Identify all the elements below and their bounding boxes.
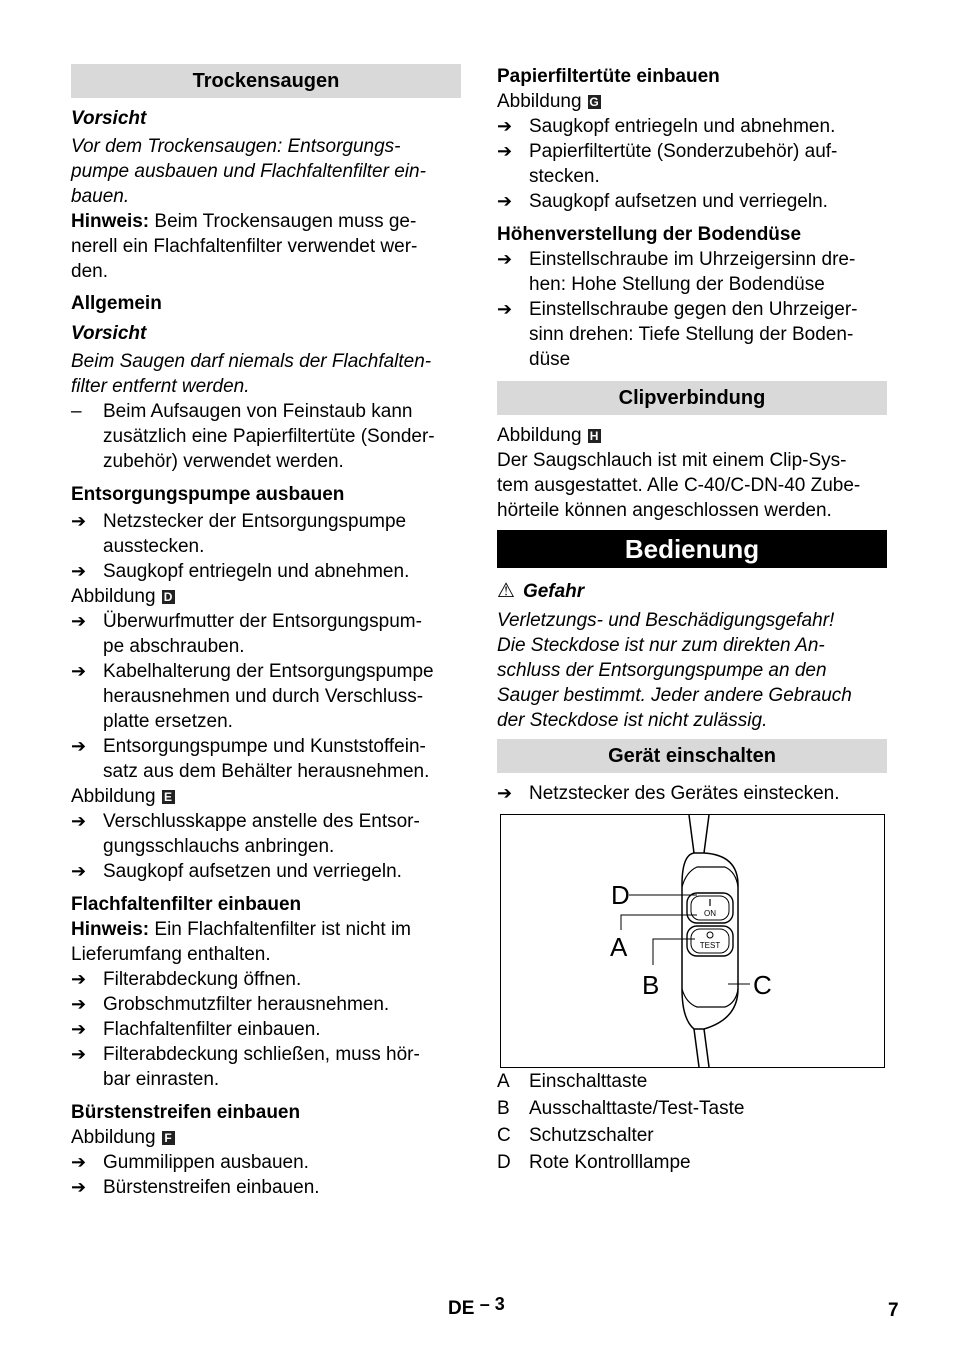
text-line: den.: [71, 261, 108, 282]
arrow-icon: ➔: [71, 1177, 87, 1197]
text-line: gungsschlauchs anbringen.: [103, 836, 335, 857]
text-line: Verschlusskappe anstelle des Entsor-: [103, 811, 420, 832]
subheading-buerstenstreifen: Bürstenstreifen einbauen: [71, 1102, 301, 1123]
list-item: [71, 967, 461, 992]
figure-badge-g: G: [589, 95, 599, 109]
legend-text: Schutzschalter: [529, 1125, 654, 1146]
note-paragraph: [71, 209, 461, 284]
step-text: [103, 734, 461, 784]
dash-marker: –: [71, 401, 82, 422]
section-heading-trockensaugen: Trockensaugen: [71, 64, 461, 98]
subheading-hoehenverstellung: Höhenverstellung der Bodendüse: [497, 224, 802, 245]
list-item: [71, 399, 461, 474]
legend-key: A: [497, 1071, 510, 1092]
step-text: [103, 992, 461, 1017]
text-line: Einstellschraube im Uhrzeigersinn dre-: [529, 249, 856, 270]
text-line: Ein Flachfaltenfilter ist nicht im: [149, 919, 411, 940]
figure-badge-h: H: [588, 429, 601, 443]
arrow-icon: ➔: [497, 141, 513, 161]
list-item: [71, 509, 461, 559]
text-line: platte ersetzen.: [103, 711, 233, 732]
text-line: Saugkopf entriegeln und abnehmen.: [529, 116, 836, 137]
text-line: Entsorgungspumpe und Kunststoffein-: [103, 736, 426, 757]
text-line: Gummilippen ausbauen.: [103, 1152, 309, 1173]
list-item: [71, 609, 461, 659]
text-line: Filterabdeckung schließen, muss hör-: [103, 1044, 420, 1065]
legend-key: B: [497, 1098, 510, 1119]
chapter-heading-bedienung: Bedienung: [497, 530, 887, 568]
right-column: [497, 64, 887, 1176]
list-item: [497, 297, 887, 372]
step-text: [103, 659, 461, 734]
text-line: ausstecken.: [103, 536, 205, 557]
list-item: [497, 114, 887, 139]
page-number: 7: [888, 1300, 899, 1321]
text-line: filter entfernt werden.: [71, 376, 250, 397]
list-item: [71, 1175, 461, 1200]
text-line: zubehör) verwendet werden.: [103, 451, 344, 472]
arrow-icon: ➔: [497, 783, 513, 803]
steps-list: [71, 809, 461, 884]
section-heading-geraet-einschalten: Gerät einschalten: [497, 739, 887, 773]
steps-list: [71, 509, 461, 584]
legend-text: Ausschalttaste/Test-Taste: [529, 1098, 745, 1119]
steps-list: [497, 114, 887, 214]
text-line: bar einrasten.: [103, 1069, 220, 1090]
subheading-allgemein: Allgemein: [71, 293, 162, 314]
body-paragraph: [497, 448, 887, 523]
arrow-icon: ➔: [497, 299, 513, 319]
figure-reference: [71, 584, 461, 609]
cable-line: [704, 815, 709, 853]
danger-label: Gefahr: [522, 581, 585, 602]
list-item: [71, 1150, 461, 1175]
step-text: [103, 509, 461, 559]
step-text: [529, 139, 887, 189]
warning-icon: ⚠: [497, 580, 515, 602]
arrow-icon: ➔: [71, 969, 87, 989]
text-line: Die Steckdose ist nur zum direkten An-: [497, 635, 825, 656]
arrow-icon: ➔: [71, 561, 87, 581]
text-line: Verletzungs- und Beschädigungsgefahr!: [497, 610, 835, 631]
figure-reference: [71, 784, 461, 809]
text-line: Überwurfmutter der Entsorgungspum-: [103, 611, 422, 632]
callout-c: C: [753, 970, 772, 1000]
step-text: [103, 559, 461, 584]
legend-text: Rote Kontrolllampe: [529, 1152, 691, 1173]
text-line: nerell ein Flachfaltenfilter verwendet wer-: [71, 236, 418, 257]
caution-label: Vorsicht: [71, 323, 147, 344]
note-paragraph: [71, 917, 461, 967]
text-line: Der Saugschlauch ist mit einem Clip-Sys-: [497, 450, 847, 471]
text-line: Saugkopf entriegeln und abnehmen.: [103, 561, 410, 582]
cable-line: [704, 1029, 709, 1067]
steps-list: [71, 967, 461, 1092]
text-line: tem ausgestattet. Alle C-40/C-DN-40 Zube-: [497, 475, 861, 496]
figure-reference-label: Abbildung: [71, 786, 156, 807]
section-heading-clipverbindung: Clipverbindung: [497, 381, 887, 415]
text-line: Saugkopf aufsetzen und verriegeln.: [529, 191, 828, 212]
step-text: [529, 189, 887, 214]
figure-reference-label: Abbildung: [497, 425, 582, 446]
list-item: [497, 781, 887, 806]
switch-figure: [500, 814, 885, 1068]
subheading-papierfiltertuete: Papierfiltertüte einbauen: [497, 66, 720, 87]
footer-section-marker: [448, 1296, 505, 1321]
text-line: Flachfaltenfilter einbauen.: [103, 1019, 321, 1040]
figure-badge-f: F: [162, 1131, 175, 1145]
step-text: Netzstecker des Gerätes einstecken.: [529, 783, 840, 804]
list-item: [71, 1017, 461, 1042]
text-line: Beim Aufsaugen von Feinstaub kann: [103, 401, 413, 422]
legend-item: [497, 1095, 887, 1122]
step-text: [103, 1175, 461, 1200]
caution-text: [71, 349, 461, 399]
figure-reference-label: Abbildung: [497, 91, 582, 112]
subheading-entsorgungspumpe: Entsorgungspumpe ausbauen: [71, 484, 345, 505]
text-line: Beim Trockensaugen muss ge-: [149, 211, 417, 232]
step-text: [103, 609, 461, 659]
footer-lang: DE: [448, 1298, 475, 1319]
text-line: Filterabdeckung öffnen.: [103, 969, 302, 990]
note-label: Hinweis:: [71, 211, 150, 232]
arrow-icon: ➔: [71, 661, 87, 681]
callout-d: D: [611, 880, 630, 910]
arrow-icon: ➔: [71, 1044, 87, 1064]
text-line: düse: [529, 349, 571, 370]
text-line: sinn drehen: Tiefe Stellung der Boden-: [529, 324, 854, 345]
steps-list: [71, 609, 461, 784]
step-text: [103, 809, 461, 859]
text-line: Vor dem Trockensaugen: Entsorgungs-: [71, 136, 401, 157]
list-item: [71, 992, 461, 1017]
arrow-icon: ➔: [71, 811, 87, 831]
legend-item: [497, 1068, 887, 1095]
text-line: Netzstecker der Entsorgungspumpe: [103, 511, 407, 532]
text-line: Einstellschraube gegen den Uhrzeiger-: [529, 299, 858, 320]
list-item: [71, 734, 461, 784]
text-line: zusätzlich eine Papierfiltertüte (Sonder-: [103, 426, 435, 447]
figure-reference: [497, 89, 887, 114]
legend-key: D: [497, 1152, 511, 1173]
arrow-icon: ➔: [71, 1152, 87, 1172]
callout-b: B: [642, 970, 660, 1000]
caution-text: [71, 134, 461, 209]
step-text: [103, 1042, 461, 1092]
text-line: Beim Saugen darf niemals der Flachfalten-: [71, 351, 432, 372]
cable-line: [694, 1029, 699, 1067]
list-item: [71, 659, 461, 734]
text-line: stecken.: [529, 166, 600, 187]
text-line: hörteile können angeschlossen werden.: [497, 500, 832, 521]
arrow-icon: ➔: [497, 116, 513, 136]
danger-text: [497, 608, 887, 733]
arrow-icon: ➔: [71, 511, 87, 531]
note-label: Hinweis:: [71, 919, 150, 940]
list-item: [497, 189, 887, 214]
list-item: [497, 139, 887, 189]
legend-item: [497, 1122, 887, 1149]
cable-line: [689, 815, 694, 853]
text-line: pumpe ausbauen und Flachfaltenfilter ein-: [71, 161, 426, 182]
text-line: Lieferumfang enthalten.: [71, 944, 271, 965]
step-text: [529, 114, 887, 139]
step-text: [529, 297, 887, 372]
arrow-icon: ➔: [71, 861, 87, 881]
arrow-icon: ➔: [71, 611, 87, 631]
step-text: [103, 859, 461, 884]
text-line: der Steckdose ist nicht zulässig.: [497, 710, 768, 731]
legend-item: [497, 1149, 887, 1176]
list-item: [71, 1042, 461, 1092]
text-line: Bürstenstreifen einbauen.: [103, 1177, 320, 1198]
text-line: satz aus dem Behälter herausnehmen.: [103, 761, 430, 782]
test-button-label: TEST: [699, 941, 721, 950]
steps-list: [497, 247, 887, 372]
text-line: Sauger bestimmt. Jeder andere Gebrauch: [497, 685, 852, 706]
step-text: [529, 247, 887, 297]
text-line: pe abschrauben.: [103, 636, 245, 657]
step-text: [103, 967, 461, 992]
text-line: herausnehmen und durch Verschluss-: [103, 686, 424, 707]
figure-badge-e: E: [162, 790, 175, 804]
text-line: schluss der Entsorgungspumpe an den: [497, 660, 827, 681]
text-line: Grobschmutzfilter herausnehmen.: [103, 994, 390, 1015]
step-text: [103, 1150, 461, 1175]
figure-reference-label: Abbildung: [71, 1127, 156, 1148]
arrow-icon: ➔: [497, 249, 513, 269]
step-text: [103, 1017, 461, 1042]
figure-reference-label: Abbildung: [71, 586, 156, 607]
list-item: [497, 247, 887, 297]
list-item: [71, 809, 461, 859]
legend-text: Einschalttaste: [529, 1071, 648, 1092]
text-line: Kabelhalterung der Entsorgungspumpe: [103, 661, 434, 682]
arrow-icon: ➔: [71, 994, 87, 1014]
left-column: [71, 64, 461, 1200]
text-line: Saugkopf aufsetzen und verriegeln.: [103, 861, 402, 882]
text-line: Papierfiltertüte (Sonderzubehör) auf-: [529, 141, 838, 162]
figure-reference: [71, 1125, 461, 1150]
figure-reference: [497, 423, 887, 448]
arrow-icon: ➔: [497, 191, 513, 211]
legend-key: C: [497, 1125, 511, 1146]
switch-illustration: [501, 815, 884, 1067]
text-line: bauen.: [71, 186, 130, 207]
arrow-icon: ➔: [71, 736, 87, 756]
steps-list: [71, 1150, 461, 1200]
danger-heading: [497, 579, 887, 604]
footer-page-sub: – 3: [479, 1294, 505, 1314]
on-button-label: ON: [704, 909, 716, 918]
arrow-icon: ➔: [71, 1019, 87, 1039]
text-line: hen: Hohe Stellung der Bodendüse: [529, 274, 825, 295]
subheading-flachfaltenfilter: Flachfaltenfilter einbauen: [71, 894, 302, 915]
caution-label: Vorsicht: [71, 108, 147, 129]
figure-badge-d: D: [162, 590, 175, 604]
list-item: [71, 859, 461, 884]
list-item: [71, 559, 461, 584]
figure-legend: [497, 1068, 887, 1176]
callout-a: A: [610, 932, 628, 962]
